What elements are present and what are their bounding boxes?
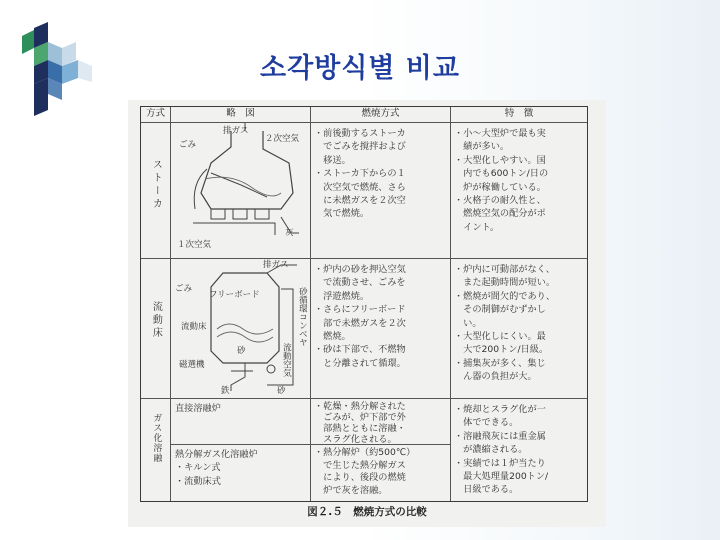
text-line: 体でできる。 <box>454 417 519 429</box>
text-line: 気で燃焼。 <box>314 208 370 220</box>
label-exhaust-gas: 排ガス <box>263 260 289 270</box>
label-sand-conveyor: 砂循環コンベヤ <box>297 287 308 347</box>
text-line: 次空気で燃焼、さら <box>314 181 406 193</box>
text-line: でごみを撹拌および <box>314 141 406 153</box>
text-line: に未燃ガスを２次空 <box>314 195 406 207</box>
text-line: ん器の負担が大。 <box>454 371 537 383</box>
slide-title: 소각방식별 비교 <box>260 53 460 84</box>
scanned-document <box>128 100 606 527</box>
text-line: 炉が稼働している。 <box>454 181 546 193</box>
text-line: ・炉内の砂を押込空気 <box>314 264 406 275</box>
text-line: ・ストーカ下からの１ <box>314 168 406 180</box>
text-line: ごみが、炉下部で外 <box>314 412 406 423</box>
header-diagram: 略 図 <box>171 107 311 123</box>
header-method: 方式 <box>141 107 171 123</box>
text-line: と分離されて循環。 <box>314 357 406 369</box>
text-line: 最大処理量200トン/ <box>454 471 549 483</box>
combustion-fluidized-bed <box>311 259 451 399</box>
text-line: 内でも600トン/日の <box>454 168 549 180</box>
method-stoker-label: ストーカ <box>150 159 162 211</box>
method-stoker <box>141 123 171 259</box>
label-ash: 灰 <box>285 228 294 238</box>
text-line: ・前後動するストーカ <box>314 128 406 139</box>
diagram-direct-melting <box>171 399 311 445</box>
text-line: ・火格子の耐久性と、 <box>454 195 546 207</box>
text-line: 大で200トン/日級。 <box>454 344 549 356</box>
text-line: ・溶融飛灰には重金属 <box>454 430 546 442</box>
text-line: その制御がむずかし <box>454 304 546 316</box>
text-line: ・焼却とスラグ化が一 <box>454 404 546 415</box>
text-line: 浮遊燃焼。 <box>314 290 370 302</box>
label-sand: 砂 <box>237 346 246 356</box>
text-line: 日級である。 <box>454 484 519 496</box>
text-line: ・大型化しやすい。国 <box>454 154 546 166</box>
text-line: ・大型化しにくい。最 <box>454 331 546 343</box>
features-gasification <box>451 399 587 501</box>
text-line: ・捕集灰が多く、集じ <box>454 357 546 369</box>
text-line: 部熱とともに溶融・ <box>314 423 406 434</box>
label-waste: ごみ <box>179 140 197 150</box>
label-secondary-air: ２次空気 <box>265 134 300 144</box>
label-fluidizing-air: 流動空気 <box>281 343 292 377</box>
label-primary-air: １次空気 <box>177 240 212 250</box>
label-fluidized-bed: 流動床 <box>181 322 207 332</box>
text-line: イント。 <box>454 221 500 233</box>
combustion-stoker <box>311 123 451 259</box>
text-line: 移送。 <box>314 154 351 166</box>
text-line: 部で未燃ガスを２次 <box>314 317 406 329</box>
direct-melting-label: 直接溶融炉 <box>175 403 221 414</box>
text-line: ・流動床式 <box>175 475 221 487</box>
text-line: 燃焼空気の配分がポ <box>454 208 546 220</box>
text-line: ・さらにフリーボード <box>314 304 406 316</box>
text-line: ・実績では１炉当たり <box>454 457 546 469</box>
text-line: また起動時間が短い。 <box>454 277 556 289</box>
text-line: い。 <box>454 317 482 329</box>
text-line: ・砂は下部で、不燃物 <box>314 344 406 356</box>
text-line: で流動させ、ごみを <box>314 277 406 289</box>
combustion-direct-melting <box>311 399 451 445</box>
text-line: 燃焼。 <box>314 331 351 343</box>
method-gasification-label: ガス化溶融 <box>151 413 162 463</box>
label-waste: ごみ <box>175 284 193 294</box>
label-sand-out: 砂 <box>277 386 286 396</box>
features-stoker <box>451 123 587 259</box>
text-line: ・熱分解炉（約500℃） <box>314 447 416 458</box>
method-fluidized-bed <box>141 259 171 399</box>
header-combustion: 燃焼方式 <box>311 107 451 123</box>
diagram-fluidized-bed <box>171 259 311 399</box>
label-exhaust-gas: 排ガス <box>223 126 249 136</box>
method-gasification <box>141 399 171 501</box>
label-freeboard: フリーボード <box>209 290 260 300</box>
diagram-stoker <box>171 123 311 259</box>
text-line: ・燃焼が間欠的であり、 <box>454 290 556 302</box>
text-line: 績が多い。 <box>454 141 510 153</box>
text-line: が濃縮される。 <box>454 444 528 456</box>
features-fluidized-bed <box>451 259 587 399</box>
label-iron: 鉄 <box>221 386 230 396</box>
text-line: ・小～大型炉で最も実 <box>454 128 546 139</box>
label-magnetic-separator: 磁選機 <box>179 360 205 370</box>
text-line: により、後段の燃焼 <box>314 472 406 483</box>
comparison-table <box>140 106 588 502</box>
figure-caption: 図２.５ 燃焼方式の比較 <box>307 506 427 518</box>
text-line: 熱分解ガス化溶融炉 <box>175 449 258 460</box>
method-fluidized-bed-label: 流動床 <box>150 301 162 340</box>
text-line: ・キルン式 <box>175 462 221 474</box>
text-line: で生じた熱分解ガス <box>314 459 406 471</box>
text-line: ・乾燥・熱分解された <box>314 401 406 412</box>
text-line: 炉で灰を溶融。 <box>314 484 388 496</box>
diagram-pyrolysis-melting <box>171 445 311 501</box>
combustion-pyrolysis-melting <box>311 445 451 501</box>
header-features: 特 徴 <box>451 107 587 123</box>
text-line: ・炉内に可動部がなく、 <box>454 264 555 275</box>
text-line: スラグ化される。 <box>314 434 397 445</box>
